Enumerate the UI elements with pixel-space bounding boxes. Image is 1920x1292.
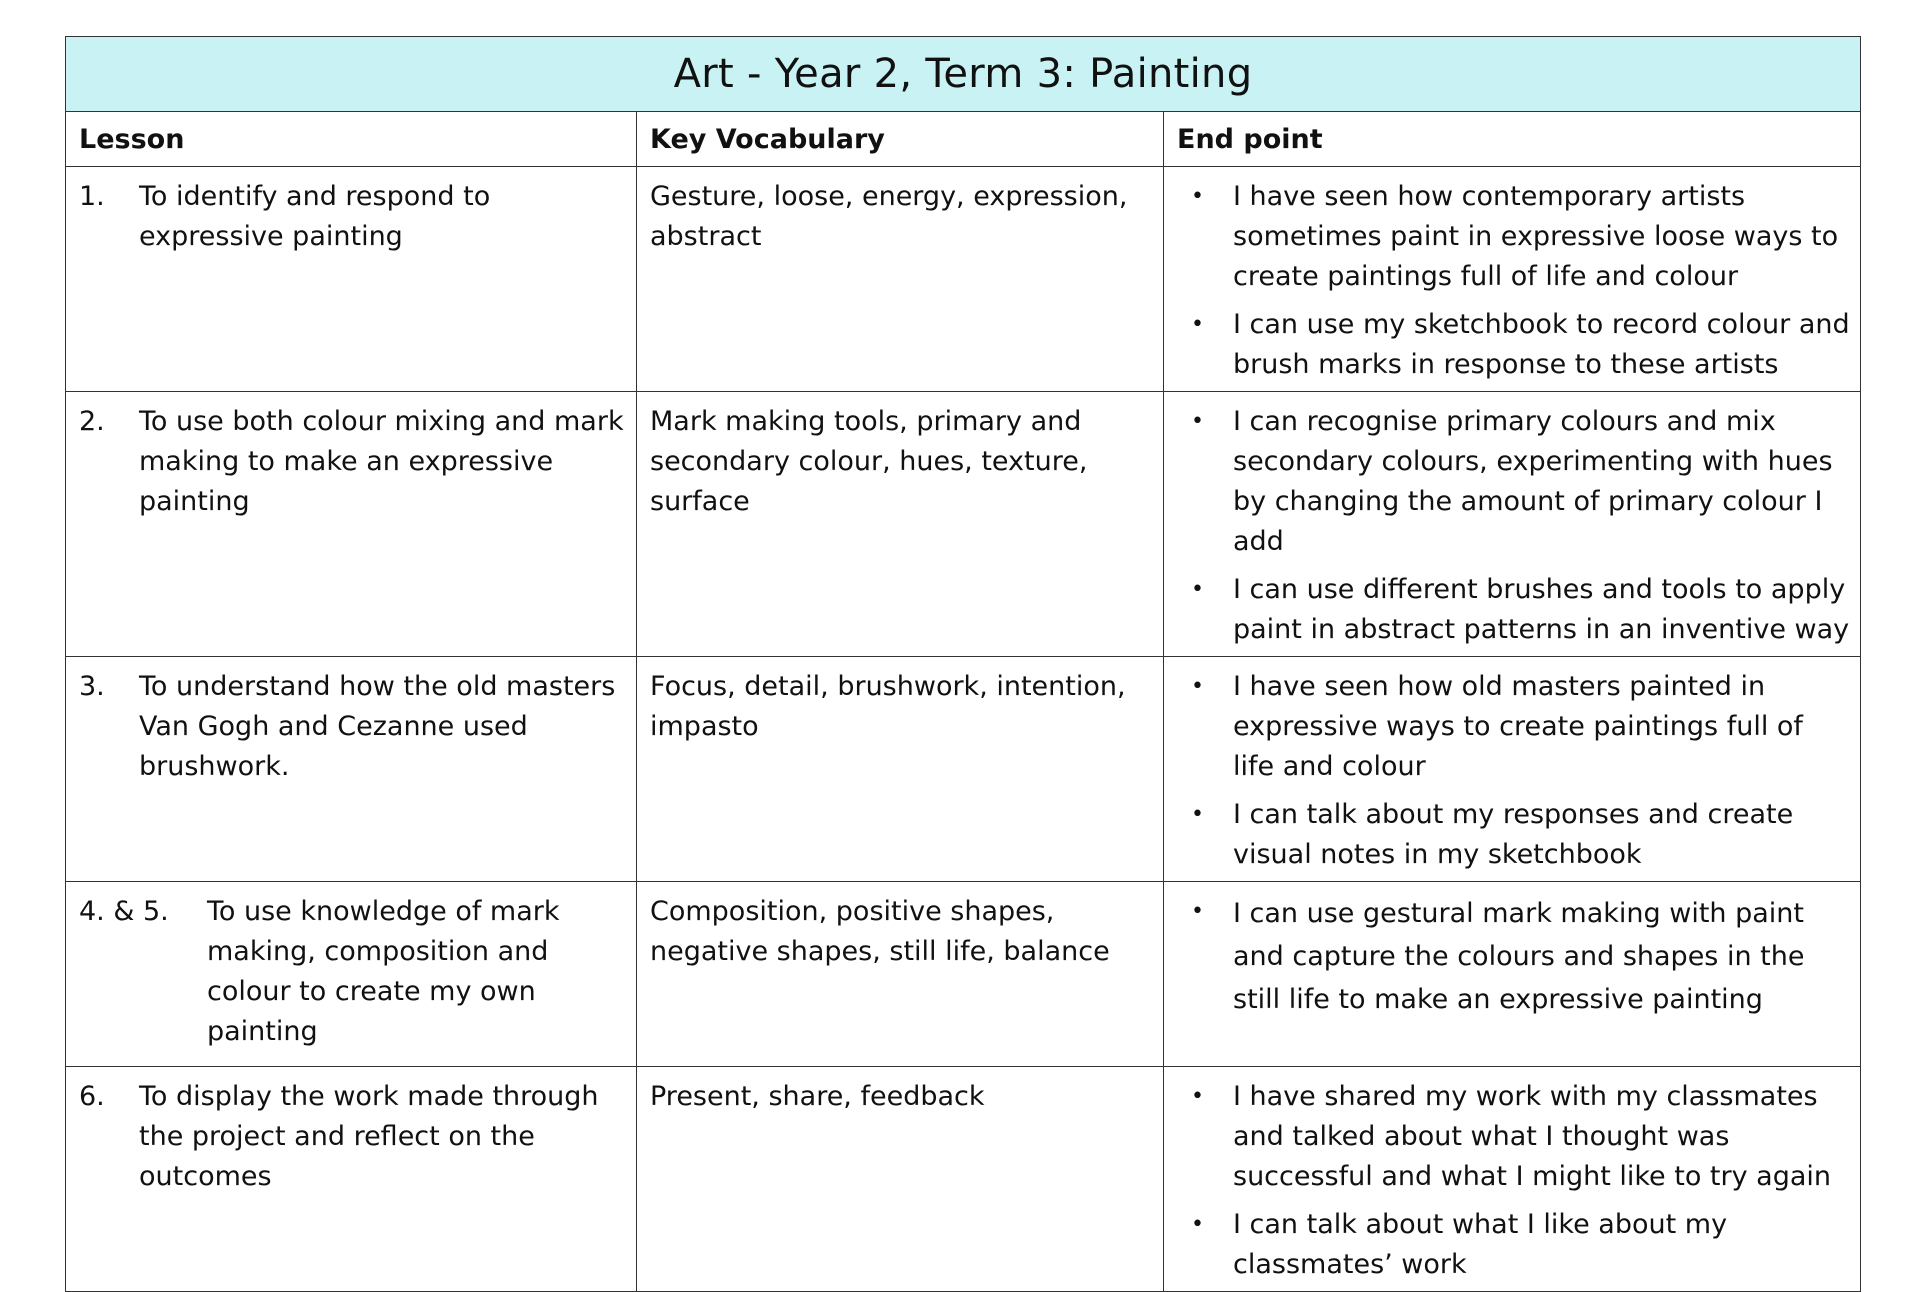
bullet-icon: • xyxy=(1191,1212,1204,1237)
endpoint-text: I can use different brushes and tools to apply paint in abstract patterns in an inventive way xyxy=(1233,574,1850,645)
endpoint-item xyxy=(1177,795,1850,875)
lesson-objective: To display the work made through the project and reflect on the outcomes xyxy=(139,1081,599,1192)
lesson-cell xyxy=(66,882,637,1067)
endpoint-cell xyxy=(1164,1067,1861,1292)
endpoint-text: I can talk about my responses and create visual notes in my sketchbook xyxy=(1233,799,1794,870)
table-title: Art - Year 2, Term 3: Painting xyxy=(66,37,1861,112)
endpoint-text: I have shared my work with my classmates and talked about what I thought was successful and what I might like to try again xyxy=(1233,1081,1832,1192)
vocabulary-cell: Present, share, feedback xyxy=(637,1067,1164,1292)
bullet-icon: • xyxy=(1191,674,1204,699)
lesson-cell xyxy=(66,1067,637,1292)
lesson-objective: To understand how the old masters Van Gogh and Cezanne used brushwork. xyxy=(139,671,616,782)
endpoint-text: I have seen how contemporary artists sometimes paint in expressive loose ways to create paintings full of life and colour xyxy=(1233,181,1839,292)
endpoint-text: I can recognise primary colours and mix secondary colours, experimenting with hues by changing the amount of primary colour I add xyxy=(1233,406,1833,557)
endpoint-text: I can use gestural mark making with paint and capture the colours and shapes in the still life to make an expressive painting xyxy=(1233,898,1805,1015)
table-row xyxy=(66,657,1861,882)
endpoint-item xyxy=(1177,402,1850,562)
bullet-icon: • xyxy=(1191,312,1204,337)
lesson-plan-page xyxy=(65,36,1860,1292)
header-end-point: End point xyxy=(1164,112,1861,167)
endpoint-list xyxy=(1177,667,1850,875)
lesson-objective: To use knowledge of mark making, composition and colour to create my own painting xyxy=(207,896,560,1047)
vocabulary-cell: Gesture, loose, energy, expression, abstract xyxy=(637,167,1164,392)
endpoint-item xyxy=(1177,1205,1850,1285)
table-row xyxy=(66,1067,1861,1292)
lesson-number: 1. xyxy=(79,181,105,212)
bullet-icon: • xyxy=(1191,1084,1204,1109)
vocabulary-cell: Focus, detail, brushwork, intention, impasto xyxy=(637,657,1164,882)
title-row xyxy=(66,37,1861,112)
lesson-cell xyxy=(66,392,637,657)
endpoint-item xyxy=(1177,892,1850,1021)
bullet-icon: • xyxy=(1191,577,1204,602)
bullet-icon: • xyxy=(1191,802,1204,827)
table-row xyxy=(66,392,1861,657)
endpoint-cell xyxy=(1164,167,1861,392)
lesson-objective: To identify and respond to expressive painting xyxy=(139,181,491,252)
endpoint-cell xyxy=(1164,657,1861,882)
table-row xyxy=(66,882,1861,1067)
endpoint-list xyxy=(1177,1077,1850,1285)
endpoint-list xyxy=(1177,892,1850,1021)
endpoint-item xyxy=(1177,177,1850,297)
lesson-cell xyxy=(66,167,637,392)
lesson-plan-table xyxy=(65,36,1861,1292)
bullet-icon: • xyxy=(1191,184,1204,209)
endpoint-text: I can use my sketchbook to record colour and brush marks in response to these artists xyxy=(1233,309,1850,380)
bullet-icon: • xyxy=(1191,409,1204,434)
endpoint-text: I can talk about what I like about my classmates’ work xyxy=(1233,1209,1728,1280)
lesson-objective: To use both colour mixing and mark making to make an expressive painting xyxy=(139,406,624,517)
endpoint-item xyxy=(1177,1077,1850,1197)
bullet-icon: • xyxy=(1191,899,1204,924)
header-key-vocabulary: Key Vocabulary xyxy=(637,112,1164,167)
endpoint-list xyxy=(1177,402,1850,650)
table-row xyxy=(66,167,1861,392)
vocabulary-cell: Mark making tools, primary and secondary colour, hues, texture, surface xyxy=(637,392,1164,657)
endpoint-item xyxy=(1177,305,1850,385)
endpoint-cell xyxy=(1164,882,1861,1067)
lesson-number: 6. xyxy=(79,1081,105,1112)
lesson-number: 2. xyxy=(79,406,105,437)
endpoint-text: I have seen how old masters painted in expressive ways to create paintings full of life and colour xyxy=(1233,671,1803,782)
lesson-number: 4. & 5. xyxy=(79,896,169,927)
lesson-cell xyxy=(66,657,637,882)
lesson-number: 3. xyxy=(79,671,105,702)
endpoint-list xyxy=(1177,177,1850,385)
header-row xyxy=(66,112,1861,167)
endpoint-cell xyxy=(1164,392,1861,657)
endpoint-item xyxy=(1177,570,1850,650)
header-lesson: Lesson xyxy=(66,112,637,167)
vocabulary-cell: Composition, positive shapes, negative shapes, still life, balance xyxy=(637,882,1164,1067)
endpoint-item xyxy=(1177,667,1850,787)
